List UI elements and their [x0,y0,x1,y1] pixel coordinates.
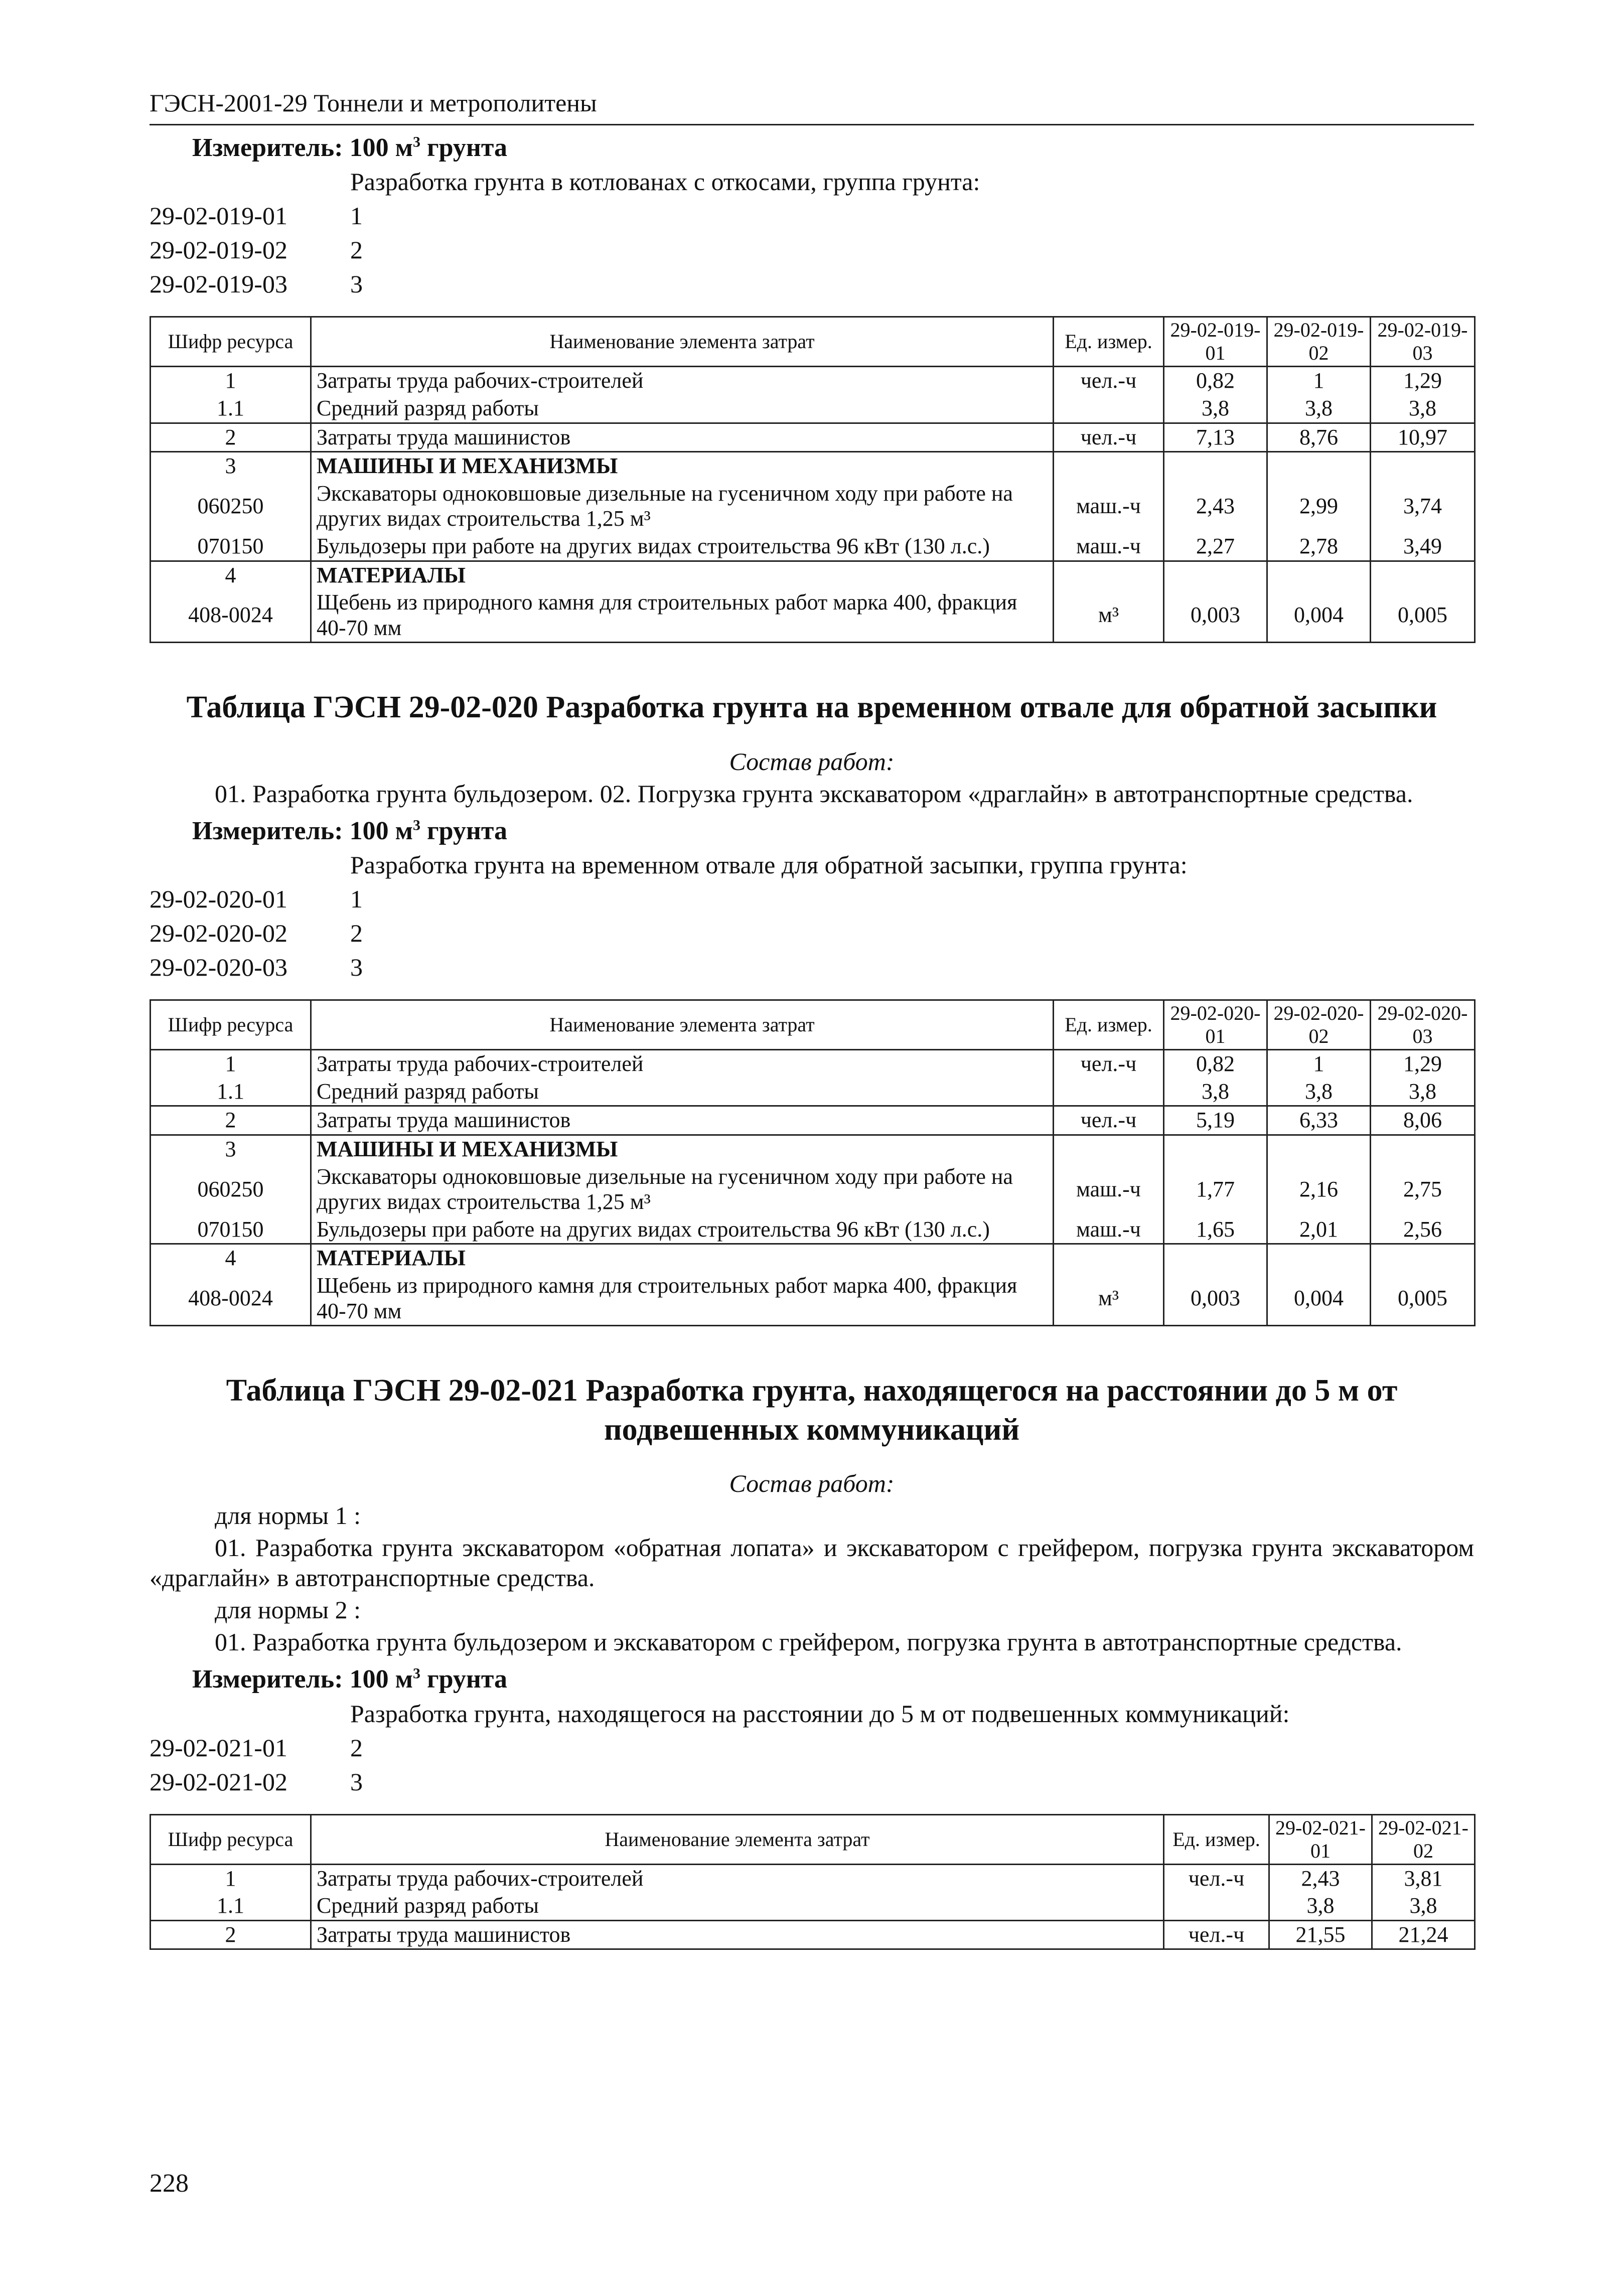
norm-code-row: 29-02-019-01 1 [150,202,363,230]
table-row: 1.1 Средний разряд работы 3,8 3,8 [151,1892,1475,1920]
table-row: 070150 Бульдозеры при работе на других видах строительства 96 кВт (130 л.с.) маш.-ч 2,27 2,78 3,49 [151,533,1475,561]
norm-code-row: 29-02-020-02 2 [150,919,363,948]
table-row: 1.1 Средний разряд работы 3,8 3,8 3,8 [151,395,1475,423]
table-row: 4 МАТЕРИАЛЫ [151,1244,1475,1272]
norm-code-list [150,199,1474,301]
norm-code-row: 29-02-020-01 1 [150,885,363,913]
norm-code-list [150,882,1474,984]
table-row: 3 МАШИНЫ И МЕХАНИЗМЫ [151,1135,1475,1163]
table-row: 3 МАШИНЫ И МЕХАНИЗМЫ [151,452,1475,480]
norm-subtitle: Разработка грунта на временном отвале для обратной засыпки, группа грунта: [350,851,1188,879]
norm-code-row: 29-02-020-03 3 [150,953,363,982]
col-header-code: Шифр ресурса [151,1000,311,1050]
composition-label: Состав работ: [729,747,895,776]
col-header-unit: Ед. измер. [1054,317,1164,367]
composition-text: 01. Разработка грунта бульдозером и экскаватором с грейфером, погрузка грунта в автотранспортные средства. [215,1628,1402,1656]
composition-text: 01. Разработка грунта бульдозером. 02. Погрузка грунта экскаватором «драглайн» в автотранспортные средства. [215,779,1413,808]
col-header-norm: 29-02-020-03 [1371,1000,1475,1050]
table-row: 4 МАТЕРИАЛЫ [151,561,1475,589]
resource-table [150,999,1476,1326]
resource-table [150,1814,1476,1950]
col-header-norm: 29-02-019-03 [1371,317,1475,367]
page-number: 228 [150,2169,189,2198]
table-row: 1.1 Средний разряд работы 3,8 3,8 3,8 [151,1078,1475,1106]
norm-code-row: 29-02-021-02 3 [150,1767,363,1796]
norm-code-row: 29-02-019-02 2 [150,236,363,264]
norm-code-row: 29-02-019-03 3 [150,270,363,298]
col-header-norm: 29-02-019-02 [1267,317,1371,367]
col-header-code: Шифр ресурса [151,1814,311,1864]
norm-code-row: 29-02-021-01 2 [150,1733,363,1762]
table-row: 070150 Бульдозеры при работе на других видах строительства 96 кВт (130 л.с.) маш.-ч 1,65 2,01 2,56 [151,1216,1475,1244]
table-row: 060250 Экскаваторы одноковшовые дизельные на гусеничном ходу при работе на других видах строительства 1,25 м³ маш.-ч 1,77 2,16 2,75 [151,1163,1475,1216]
table-row: 1 Затраты труда рабочих-строителей чел.-ч 0,82 1 1,29 [151,1050,1475,1078]
norm-label: для нормы 2 : [215,1596,361,1624]
col-header-norm: 29-02-019-01 [1164,317,1267,367]
resource-table [150,316,1476,643]
col-header-unit: Ед. измер. [1054,1000,1164,1050]
norm-code-list [150,1731,1474,1799]
table-row: 2 Затраты труда машинистов чел.-ч 5,19 6,33 8,06 [151,1106,1475,1135]
table-row: 060250 Экскаваторы одноковшовые дизельные на гусеничном ходу при работе на других видах строительства 1,25 м³ маш.-ч 2,43 2,99 3,74 [151,480,1475,533]
document-page [150,88,1474,1950]
table-row: 2 Затраты труда машинистов чел.-ч 21,55 21,24 [151,1920,1475,1949]
norm-subtitle: Разработка грунта, находящегося на расстоянии до 5 м от подвешенных коммуникаций: [350,1699,1290,1728]
col-header-name: Наименование элемента затрат [311,1000,1054,1050]
composition-label: Состав работ: [729,1469,895,1498]
col-header-code: Шифр ресурса [151,317,311,367]
table-row: 408-0024 Щебень из природного камня для строительных работ марка 400, фракция 40-70 мм м³ 0,003 0,004 0,005 [151,1272,1475,1326]
col-header-norm: 29-02-021-01 [1269,1814,1372,1864]
norm-label: для нормы 1 : [215,1501,361,1530]
col-header-unit: Ед. измер. [1164,1814,1269,1864]
composition-text: 01. Разработка грунта экскаватором «обратная лопата» и экскаватором с грейфером, погрузка грунта экскаватором «драглайн» в автотранспортные средства. [150,1534,1474,1592]
meter-line: Измеритель: 100 $м^3$ грунта [192,1665,508,1694]
running-head: ГЭСН-2001-29 Тоннели и метрополитены [150,88,1474,125]
table-row: 1 Затраты труда рабочих-строителей чел.-ч 0,82 1 1,29 [151,367,1475,395]
norm-subtitle: Разработка грунта в котлованах с откосами, группа грунта: [350,168,980,196]
meter-line: Измеритель: 100 $м^3$ грунта [192,816,508,845]
meter-line: Измеритель: 100 $м^3$ грунта [192,133,508,162]
col-header-norm: 29-02-020-01 [1164,1000,1267,1050]
col-header-norm: 29-02-020-02 [1267,1000,1371,1050]
col-header-name: Наименование элемента затрат [311,317,1054,367]
col-header-name: Наименование элемента затрат [311,1814,1164,1864]
table-row: 408-0024 Щебень из природного камня для строительных работ марка 400, фракция 40-70 мм м³ 0,003 0,004 0,005 [151,589,1475,643]
table-row: 1 Затраты труда рабочих-строителей чел.-ч 2,43 3,81 [151,1864,1475,1892]
table-title: Таблица ГЭСН 29-02-020 Разработка грунта на временном отвале для обратной засыпки [186,690,1437,725]
table-title: Таблица ГЭСН 29-02-021 Разработка грунта, находящегося на расстоянии до 5 м от подвешенных коммуникаций [226,1373,1398,1447]
col-header-norm: 29-02-021-02 [1372,1814,1475,1864]
table-row: 2 Затраты труда машинистов чел.-ч 7,13 8,76 10,97 [151,423,1475,452]
